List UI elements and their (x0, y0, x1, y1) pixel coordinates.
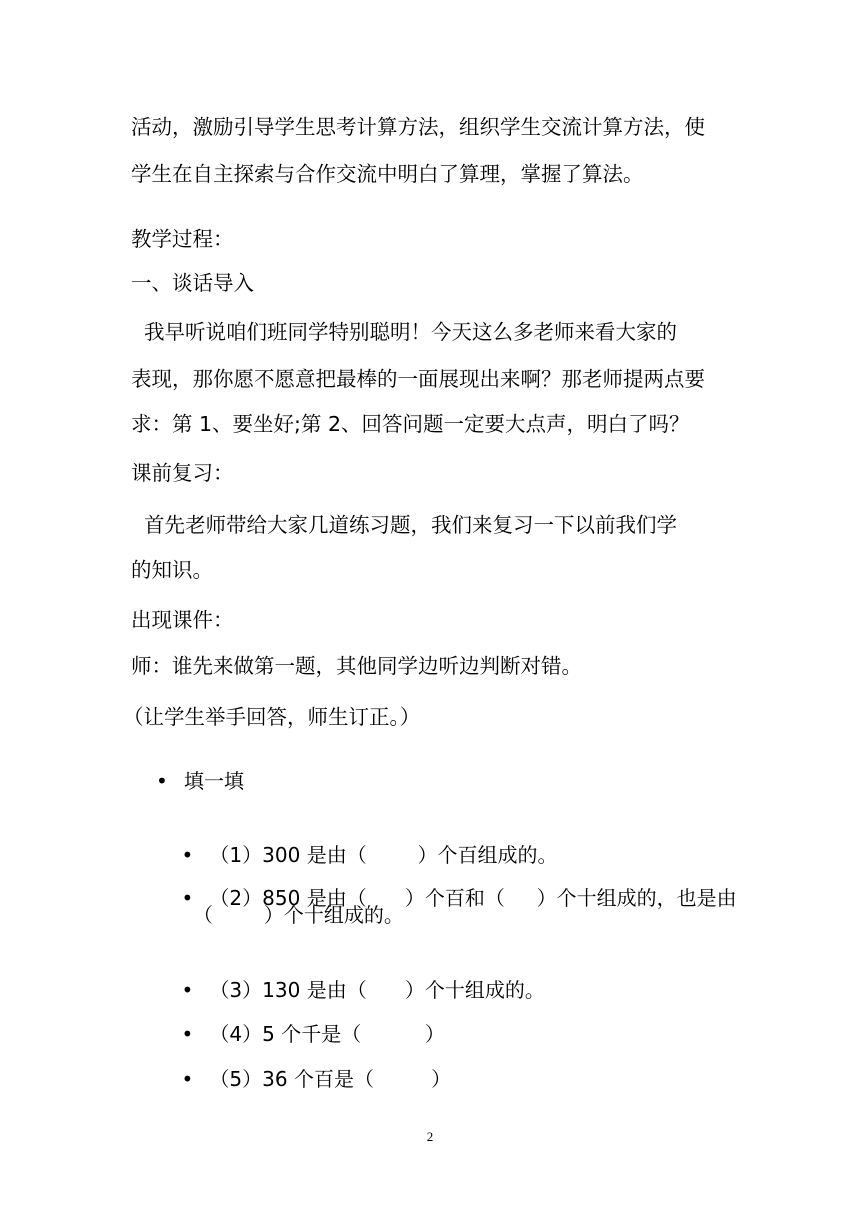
talk-line-2: 表现，那你愿不愿意把最棒的一面展现出来啊？那老师提两点要 (131, 367, 705, 391)
bullet-question-5 (156, 1037, 451, 1121)
review-line-1: 首先老师带给大家几道练习题，我们来复习一下以前我们学 (131, 513, 678, 537)
bullet-text: （3）130 是由（ ）个十组成的。 (209, 978, 545, 1002)
bullet-text: （4）5 个千是（ ） (209, 1022, 445, 1046)
bullet-text: （2）850 是由（ ）个百和（ ）个十组成的，也是由 (209, 886, 737, 910)
note-line: （让学生举手回答，师生订正。） (123, 705, 421, 729)
review-line-2: 的知识。 (131, 558, 213, 582)
talk-line-3: 求：第 1、要坐好;第 2、回答问题一定要大点声，明白了吗？ (131, 412, 690, 436)
bullet-icon: • (181, 1067, 194, 1091)
intro-line-2: 学生在自主探索与合作交流中明白了算理，掌握了算法。 (131, 162, 644, 186)
page-number: 2 (426, 1129, 434, 1144)
bullet-icon: • (181, 978, 194, 1002)
bullet-icon: • (181, 1022, 194, 1046)
bullet-text: （5）36 个百是（ ） (209, 1067, 452, 1091)
teaching-process-heading: 教学过程： (131, 227, 234, 251)
intro-line-1: 活动，激励引导学生思考计算方法，组织学生交流计算方法，使 (131, 115, 705, 139)
bullet-text: （1）300 是由（ ）个百组成的。 (209, 843, 558, 867)
bullet-icon: • (156, 769, 168, 793)
courseware-label: 出现课件： (131, 608, 234, 632)
bullet-title (156, 767, 244, 795)
bullet-icon: • (181, 886, 194, 910)
bullet-text: 填一填 (184, 769, 244, 793)
review-heading: 课前复习： (131, 461, 234, 485)
teacher-line: 师：谁先来做第一题，其他同学边听边判断对错。 (131, 654, 582, 678)
section-1-heading: 一、谈话导入 (131, 271, 254, 295)
bullet-icon: • (181, 843, 194, 867)
talk-line-1: 我早听说咱们班同学特别聪明！今天这么多老师来看大家的 (131, 320, 678, 344)
bullet-question-2-continuation: （ ）个十组成的。 (193, 903, 404, 927)
